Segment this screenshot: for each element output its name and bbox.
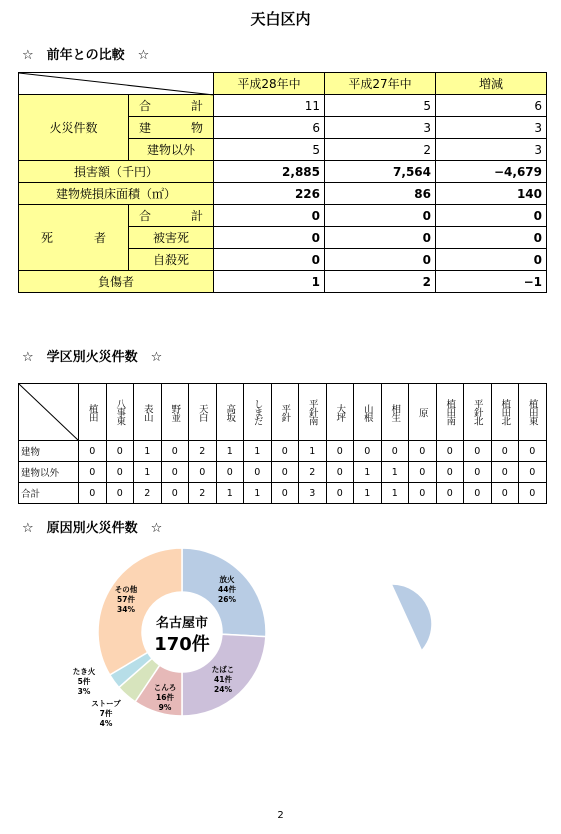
table-cell: 0 (491, 462, 519, 483)
district-column-header: 山根 (354, 384, 382, 441)
slice-label: 34% (117, 605, 135, 614)
table-cell: 1 (354, 462, 382, 483)
slice-label: 24% (214, 685, 232, 694)
table-cell: 0 (161, 462, 189, 483)
table-cell: 1 (244, 441, 272, 462)
row-label-fire-total: 合 計 (129, 95, 214, 117)
table-cell: 0 (106, 483, 134, 504)
table-cell: 0 (436, 483, 464, 504)
table-cell: 0 (79, 483, 107, 504)
district-column-header: 八事東 (106, 384, 134, 441)
table-cell: 0 (519, 462, 547, 483)
donut-slice-0 (392, 584, 432, 650)
comparison-table (18, 72, 547, 293)
slice-label: 57件 (117, 595, 135, 604)
table-cell: 0 (519, 441, 547, 462)
col-header-h27: 平成27年中 (325, 73, 436, 95)
table-cell: 0 (381, 441, 409, 462)
table-cell: 0 (326, 441, 354, 462)
table-cell: 0 (79, 441, 107, 462)
table-cell: 0 (106, 441, 134, 462)
donut-center (142, 592, 222, 672)
table-cell: 3 (299, 483, 327, 504)
table-cell: 0 (519, 483, 547, 504)
row-label-damage: 損害額（千円） (19, 161, 214, 183)
slice-label: 3% (77, 687, 91, 696)
row-label-area: 建物焼損床面積（㎡） (19, 183, 214, 205)
row-label-death-victim: 被害死 (129, 227, 214, 249)
table-cell: 0 (161, 441, 189, 462)
table-cell: 0 (106, 462, 134, 483)
district-column-header: しまだ (244, 384, 272, 441)
slice-label: 9% (158, 703, 172, 712)
row-label-fire-building: 建 物 (129, 117, 214, 139)
table-cell: 2 (189, 441, 217, 462)
slice-label: たばこ (211, 665, 235, 674)
donut-total-label: 170件 (154, 634, 210, 655)
table-cell: 0 (189, 462, 217, 483)
row-label: 建物以外 (19, 462, 79, 483)
district-column-header: 原 (409, 384, 437, 441)
table-cell: 1 (244, 483, 272, 504)
table-cell: 0 (409, 483, 437, 504)
row-label: 建物 (19, 441, 79, 462)
table-cell: 3 (436, 117, 547, 139)
district-column-header: 平針北 (464, 384, 492, 441)
group-label-fires: 火災件数 (19, 95, 129, 161)
table-cell: 6 (436, 95, 547, 117)
col-header-h28: 平成28年中 (214, 73, 325, 95)
table-cell: 1 (354, 483, 382, 504)
table-cell: 1 (299, 441, 327, 462)
slice-label: 4% (99, 719, 113, 728)
district-column-header: 平針南 (299, 384, 327, 441)
slice-label: 7件 (99, 709, 113, 718)
table-cell: 1 (381, 462, 409, 483)
donut-center-label: 名古屋市 (155, 616, 209, 631)
table-cell: 0 (325, 249, 436, 271)
page-title: 天白区内 (250, 10, 311, 28)
table-cell: 1 (216, 441, 244, 462)
table-cell: 0 (271, 441, 299, 462)
table-cell: 0 (409, 462, 437, 483)
district-column-header: 天白 (189, 384, 217, 441)
table-cell: 3 (436, 139, 547, 161)
section-heading-comparison: ☆ 前年との比較 ☆ (22, 48, 150, 63)
table-cell: 2 (325, 271, 436, 293)
district-column-header: 植田南 (436, 384, 464, 441)
slice-label: 放火 (219, 575, 235, 584)
table-cell: 0 (464, 483, 492, 504)
table-cell: 1 (134, 462, 162, 483)
table-cell: 0 (436, 227, 547, 249)
table-cell: 0 (325, 205, 436, 227)
row-label: 合計 (19, 483, 79, 504)
table-cell: 2 (189, 483, 217, 504)
table-cell: 0 (214, 249, 325, 271)
table-cell: 0 (326, 483, 354, 504)
table-cell: 0 (214, 205, 325, 227)
table-cell: 2 (325, 139, 436, 161)
table-cell: 86 (325, 183, 436, 205)
table-cell: 0 (214, 227, 325, 249)
table-cell: 1 (381, 483, 409, 504)
slice-label: こんろ (153, 683, 177, 692)
table-cell: 0 (491, 441, 519, 462)
table-cell: 0 (216, 462, 244, 483)
table-cell: 6 (214, 117, 325, 139)
group-label-deaths: 死 者 (19, 205, 129, 271)
row-label-fire-other: 建物以外 (129, 139, 214, 161)
district-column-header: 大坪 (326, 384, 354, 441)
section-heading-causes: ☆ 原因別火災件数 ☆ (22, 521, 163, 536)
table-cell: 1 (134, 441, 162, 462)
table-cell: −1 (436, 271, 547, 293)
district-column-header: 相生 (381, 384, 409, 441)
table-cell: 1 (214, 271, 325, 293)
slice-label: その他 (114, 585, 138, 594)
table-cell: 0 (325, 227, 436, 249)
donut-chart-tempaku (300, 540, 510, 740)
table-cell: 0 (326, 462, 354, 483)
table-cell: 0 (464, 441, 492, 462)
district-column-header: 植田東 (519, 384, 547, 441)
slice-label: 5件 (77, 677, 91, 686)
page-number: 2 (277, 810, 284, 821)
table-cell: 0 (271, 483, 299, 504)
table-cell: 5 (325, 95, 436, 117)
slice-label: ストーブ (91, 699, 121, 708)
table-cell: 0 (464, 462, 492, 483)
table-cell: 0 (79, 462, 107, 483)
district-column-header: 植田 (79, 384, 107, 441)
diagonal-header-cell (19, 73, 214, 95)
slice-label: 41件 (214, 675, 232, 684)
table-cell: 5 (214, 139, 325, 161)
table-cell: 11 (214, 95, 325, 117)
row-label-death-total: 合 計 (129, 205, 214, 227)
row-label-injured: 負傷者 (19, 271, 214, 293)
table-cell: 2,885 (214, 161, 325, 183)
section-heading-districts: ☆ 学区別火災件数 ☆ (22, 350, 163, 365)
row-label-death-suicide: 自殺死 (129, 249, 214, 271)
district-column-header: 高坂 (216, 384, 244, 441)
table-cell: 0 (161, 483, 189, 504)
table-cell: 226 (214, 183, 325, 205)
slice-label: 26% (218, 595, 236, 604)
table-cell: 0 (436, 205, 547, 227)
slice-label: 44件 (218, 585, 236, 594)
diagonal-header-cell (19, 384, 79, 441)
table-cell: 0 (436, 462, 464, 483)
table-cell: 0 (436, 249, 547, 271)
table-cell: 0 (436, 441, 464, 462)
slice-label: たき火 (72, 667, 96, 676)
table-cell: −4,679 (436, 161, 547, 183)
district-column-header: 表山 (134, 384, 162, 441)
table-cell: 140 (436, 183, 547, 205)
district-column-header: 植田北 (491, 384, 519, 441)
table-cell: 2 (134, 483, 162, 504)
table-cell: 7,564 (325, 161, 436, 183)
table-cell: 0 (354, 441, 382, 462)
col-header-diff: 増減 (436, 73, 547, 95)
table-cell: 1 (216, 483, 244, 504)
district-column-header: 平針 (271, 384, 299, 441)
table-cell: 0 (271, 462, 299, 483)
table-cell: 0 (409, 441, 437, 462)
table-cell: 0 (244, 462, 272, 483)
table-cell: 2 (299, 462, 327, 483)
table-cell: 0 (491, 483, 519, 504)
table-cell: 3 (325, 117, 436, 139)
district-column-header: 野並 (161, 384, 189, 441)
slice-label: 16件 (156, 693, 174, 702)
donut-chart-nagoya (72, 540, 298, 740)
district-table (18, 383, 547, 504)
